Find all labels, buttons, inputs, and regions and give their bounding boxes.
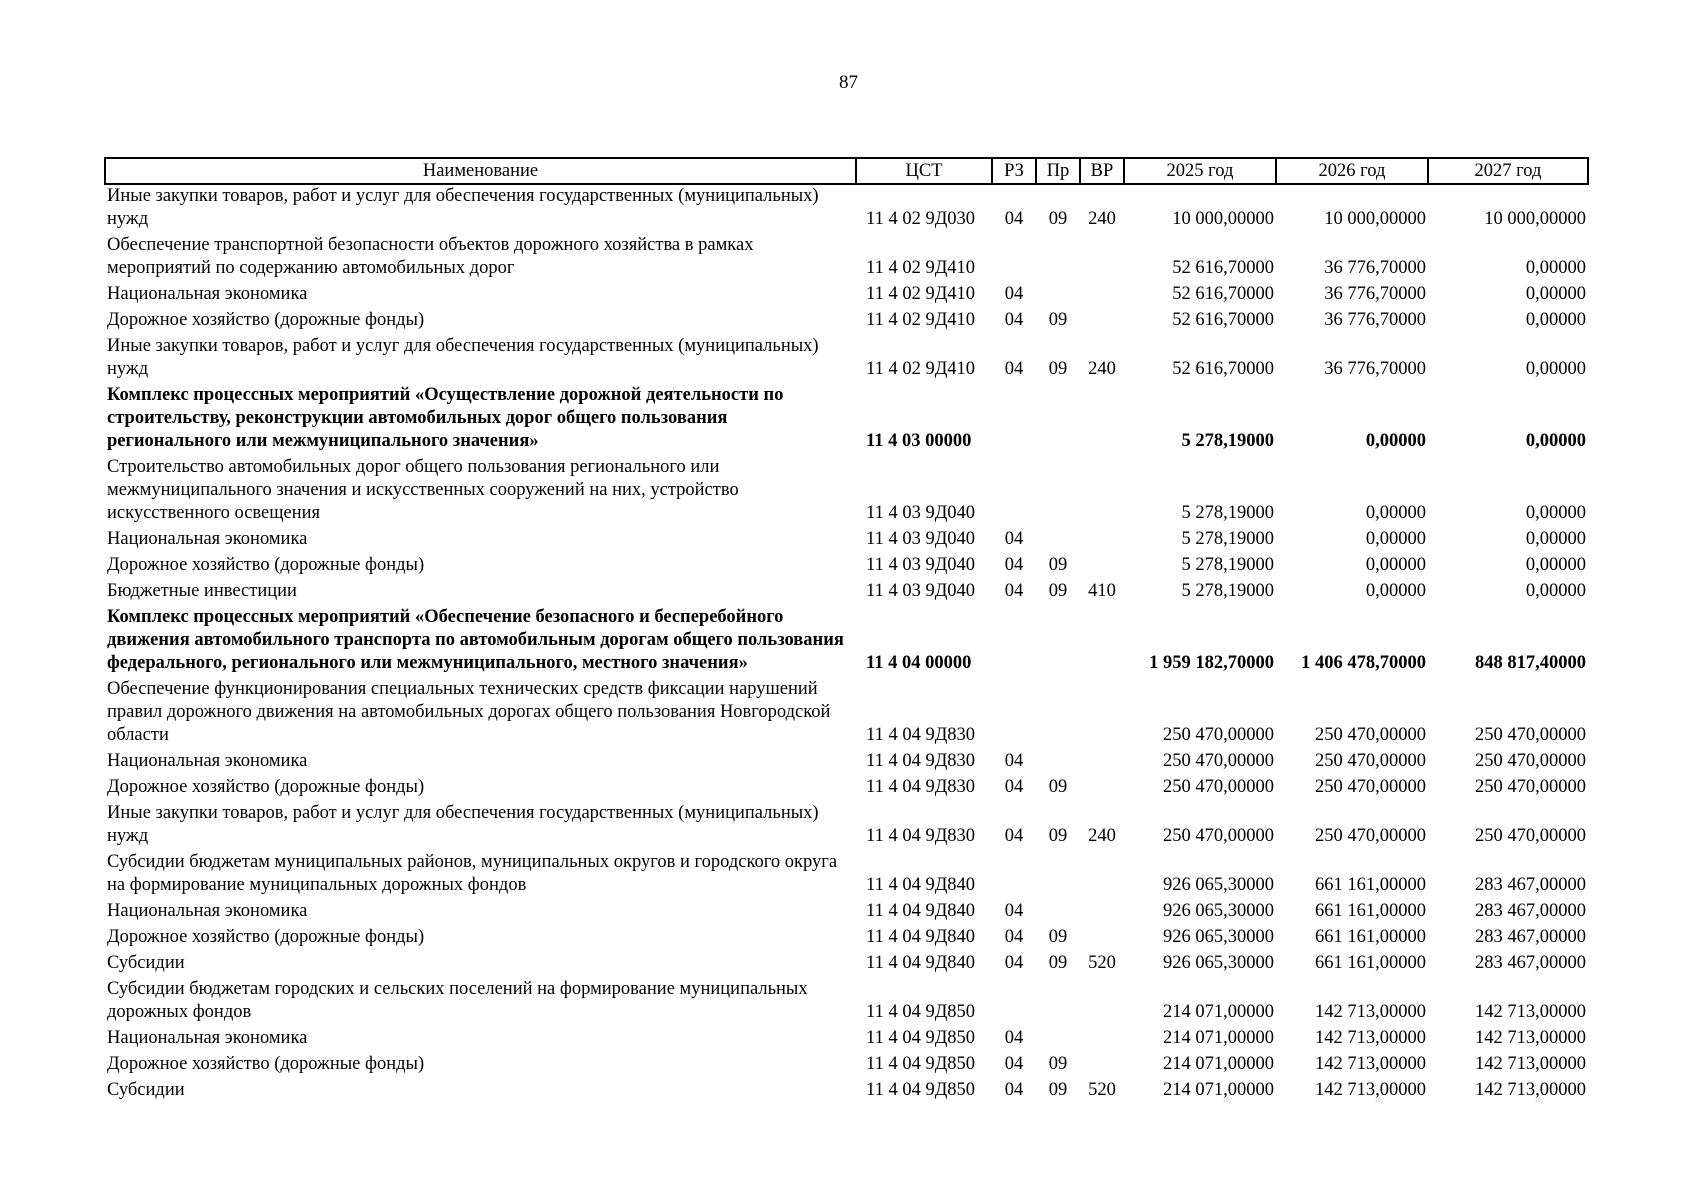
cell-rz (992, 678, 1036, 750)
cell-cst: 11 4 04 9Д840 (866, 901, 976, 921)
cell-2026: 250 470,00000 (1315, 751, 1426, 771)
cell-2026: 142 713,00000 (1315, 1028, 1426, 1048)
cell-pr: 09 (1048, 1054, 1068, 1074)
cell-cst: 11 4 04 9Д850 (866, 1080, 976, 1100)
cell-vr (1080, 978, 1124, 1027)
cell-name: Субсидии бюджетам городских и сельских поселений на формирование муниципальных дорожных фондов (107, 979, 808, 1022)
cell-vr (1080, 678, 1124, 750)
cell-2027: 142 713,00000 (1475, 1080, 1586, 1100)
cell-pr: 09 (1048, 310, 1068, 330)
cell-2027: 0,00000 (1525, 310, 1586, 330)
cell-2026: 36 776,70000 (1324, 359, 1426, 379)
cell-2027: 142 713,00000 (1475, 1028, 1586, 1048)
table-row (105, 309, 1588, 335)
cell-2026: 36 776,70000 (1324, 284, 1426, 304)
cell-rz: 04 (1004, 581, 1024, 601)
cell-2026: 661 161,00000 (1315, 901, 1426, 921)
cell-name: Строительство автомобильных дорог общего пользования регионального или межмуниципального значения и искусственных сооружений на них, устройство искусственного освещения (107, 457, 739, 523)
cell-2027: 283 467,00000 (1475, 875, 1586, 895)
cell-2027: 250 470,00000 (1475, 751, 1586, 771)
header-name: Наименование (105, 158, 856, 184)
table-row (105, 335, 1588, 384)
cell-name: Национальная экономика (107, 529, 308, 549)
cell-rz: 04 (1004, 777, 1024, 797)
cell-pr: 09 (1048, 777, 1068, 797)
cell-vr: 520 (1088, 1080, 1116, 1100)
cell-vr (1080, 384, 1124, 456)
cell-2027: 848 817,40000 (1475, 653, 1586, 673)
cell-name: Субсидии (107, 1080, 185, 1100)
cell-2027: 0,00000 (1525, 503, 1586, 523)
cell-pr (1036, 528, 1080, 554)
cell-rz: 04 (1004, 310, 1024, 330)
cell-rz: 04 (1004, 1054, 1024, 1074)
cell-2025: 10 000,00000 (1172, 209, 1274, 229)
cell-2027: 283 467,00000 (1475, 953, 1586, 973)
cell-2025: 52 616,70000 (1172, 258, 1274, 278)
cell-2025: 52 616,70000 (1172, 284, 1274, 304)
cell-pr (1036, 900, 1080, 926)
cell-2025: 214 071,00000 (1163, 1080, 1274, 1100)
cell-cst: 11 4 04 9Д850 (866, 1054, 976, 1074)
cell-2025: 250 470,00000 (1163, 751, 1274, 771)
header-cst: ЦСТ (856, 158, 992, 184)
cell-cst: 11 4 03 9Д040 (866, 503, 976, 523)
table-body (105, 184, 1588, 1105)
cell-2026: 661 161,00000 (1315, 875, 1426, 895)
cell-2025: 5 278,19000 (1181, 555, 1274, 575)
cell-2025: 250 470,00000 (1163, 725, 1274, 745)
cell-pr: 09 (1048, 209, 1068, 229)
cell-name: Дорожное хозяйство (дорожные фонды) (107, 310, 425, 330)
cell-2025: 1 959 182,70000 (1149, 653, 1274, 673)
cell-2026: 0,00000 (1365, 529, 1426, 549)
cell-vr (1080, 1053, 1124, 1079)
cell-2025: 52 616,70000 (1172, 359, 1274, 379)
cell-2027: 0,00000 (1525, 555, 1586, 575)
cell-2025: 926 065,30000 (1163, 927, 1274, 947)
cell-2027: 142 713,00000 (1475, 1054, 1586, 1074)
cell-pr (1036, 1027, 1080, 1053)
header-rz: РЗ (992, 158, 1036, 184)
cell-vr (1080, 926, 1124, 952)
cell-name: Национальная экономика (107, 901, 308, 921)
cell-2027: 0,00000 (1525, 284, 1586, 304)
cell-2027: 10 000,00000 (1484, 209, 1586, 229)
cell-2026: 0,00000 (1365, 555, 1426, 575)
cell-pr (1036, 851, 1080, 900)
cell-2025: 926 065,30000 (1163, 953, 1274, 973)
cell-vr (1080, 750, 1124, 776)
cell-rz: 04 (1004, 529, 1024, 549)
cell-rz (992, 851, 1036, 900)
cell-vr (1080, 456, 1124, 528)
cell-2027: 250 470,00000 (1475, 725, 1586, 745)
cell-2027: 283 467,00000 (1475, 901, 1586, 921)
cell-2026: 142 713,00000 (1315, 1002, 1426, 1022)
cell-2025: 250 470,00000 (1163, 777, 1274, 797)
cell-name: Субсидии бюджетам муниципальных районов, муниципальных округов и городского округа на формирование муниципальных дорожных фондов (107, 852, 838, 895)
cell-cst: 11 4 04 9Д830 (866, 751, 976, 771)
cell-cst: 11 4 04 9Д840 (866, 953, 976, 973)
cell-vr (1080, 776, 1124, 802)
cell-name: Иные закупки товаров, работ и услуг для обеспечения государственных (муниципальных) нужд (107, 803, 819, 846)
cell-cst: 11 4 03 9Д040 (866, 581, 976, 601)
cell-pr: 09 (1048, 1080, 1068, 1100)
table-row (105, 528, 1588, 554)
cell-cst: 11 4 04 9Д830 (866, 777, 976, 797)
cell-2026: 0,00000 (1365, 581, 1426, 601)
cell-rz: 04 (1004, 901, 1024, 921)
cell-2025: 5 278,19000 (1181, 503, 1274, 523)
cell-2025: 926 065,30000 (1163, 875, 1274, 895)
cell-name: Субсидии (107, 953, 185, 973)
cell-name: Дорожное хозяйство (дорожные фонды) (107, 927, 425, 947)
cell-cst: 11 4 04 9Д840 (866, 927, 976, 947)
cell-2025: 214 071,00000 (1163, 1028, 1274, 1048)
cell-name: Обеспечение транспортной безопасности объектов дорожного хозяйства в рамках мероприятий по содержанию автомобильных дорог (107, 235, 754, 278)
cell-rz: 04 (1004, 826, 1024, 846)
cell-2025: 5 278,19000 (1181, 529, 1274, 549)
table-row (105, 678, 1588, 750)
table-row (105, 1079, 1588, 1105)
page-number: 87 (839, 72, 858, 93)
table-row (105, 851, 1588, 900)
header-2026: 2026 год (1276, 158, 1428, 184)
table-row (105, 952, 1588, 978)
cell-2025: 926 065,30000 (1163, 901, 1274, 921)
cell-name: Дорожное хозяйство (дорожные фонды) (107, 555, 425, 575)
cell-cst: 11 4 03 00000 (866, 431, 972, 451)
table-row (105, 184, 1588, 234)
cell-pr: 09 (1048, 555, 1068, 575)
cell-2025: 5 278,19000 (1181, 431, 1274, 451)
table-row (105, 776, 1588, 802)
cell-name: Национальная экономика (107, 751, 308, 771)
table-row (105, 384, 1588, 456)
cell-cst: 11 4 02 9Д030 (866, 209, 976, 229)
cell-cst: 11 4 04 9Д830 (866, 826, 976, 846)
header-2027: 2027 год (1428, 158, 1588, 184)
header-vr: ВР (1080, 158, 1124, 184)
cell-pr (1036, 456, 1080, 528)
cell-rz (992, 456, 1036, 528)
cell-pr: 09 (1048, 359, 1068, 379)
cell-rz: 04 (1004, 555, 1024, 575)
table-row (105, 456, 1588, 528)
cell-name: Дорожное хозяйство (дорожные фонды) (107, 777, 425, 797)
cell-name: Иные закупки товаров, работ и услуг для обеспечения государственных (муниципальных) нужд (107, 186, 819, 229)
cell-pr (1036, 283, 1080, 309)
cell-2026: 0,00000 (1365, 431, 1426, 451)
cell-name: Обеспечение функционирования специальных технических средств фиксации нарушений правил дорожного движения на автомобильных дорогах общего пользования Новгородской области (107, 679, 831, 745)
table-row (105, 750, 1588, 776)
cell-rz: 04 (1004, 1080, 1024, 1100)
table-row (105, 234, 1588, 283)
cell-2025: 214 071,00000 (1163, 1002, 1274, 1022)
cell-cst: 11 4 04 9Д840 (866, 875, 976, 895)
cell-rz: 04 (1004, 927, 1024, 947)
cell-rz: 04 (1004, 1028, 1024, 1048)
cell-name: Комплекс процессных мероприятий «Обеспечение безопасного и бесперебойного движения автомобильного транспорта по автомобильным дорогам общего пользования федерального, регионального или межмуниципального, местного значения» (107, 607, 844, 673)
cell-2026: 661 161,00000 (1315, 953, 1426, 973)
cell-cst: 11 4 02 9Д410 (866, 258, 976, 278)
cell-2026: 142 713,00000 (1315, 1054, 1426, 1074)
cell-rz: 04 (1004, 953, 1024, 973)
cell-name: Национальная экономика (107, 1028, 308, 1048)
cell-cst: 11 4 02 9Д410 (866, 284, 976, 304)
cell-rz (992, 384, 1036, 456)
cell-name: Иные закупки товаров, работ и услуг для обеспечения государственных (муниципальных) нужд (107, 336, 819, 379)
cell-pr: 09 (1048, 927, 1068, 947)
header-row (105, 158, 1588, 184)
cell-vr (1080, 309, 1124, 335)
cell-rz: 04 (1004, 284, 1024, 304)
cell-2027: 283 467,00000 (1475, 927, 1586, 947)
budget-table (104, 157, 1589, 1105)
cell-vr (1080, 528, 1124, 554)
cell-vr (1080, 1027, 1124, 1053)
cell-rz (992, 606, 1036, 678)
cell-vr (1080, 283, 1124, 309)
table-row (105, 606, 1588, 678)
cell-2026: 250 470,00000 (1315, 777, 1426, 797)
cell-cst: 11 4 04 9Д850 (866, 1028, 976, 1048)
cell-pr (1036, 606, 1080, 678)
cell-pr (1036, 750, 1080, 776)
cell-name: Бюджетные инвестиции (107, 581, 297, 601)
cell-pr: 09 (1048, 953, 1068, 973)
cell-vr (1080, 851, 1124, 900)
cell-2025: 250 470,00000 (1163, 826, 1274, 846)
table-row (105, 978, 1588, 1027)
cell-rz: 04 (1004, 359, 1024, 379)
cell-pr (1036, 384, 1080, 456)
table-row (105, 554, 1588, 580)
cell-rz: 04 (1004, 209, 1024, 229)
cell-pr (1036, 678, 1080, 750)
cell-2025: 214 071,00000 (1163, 1054, 1274, 1074)
cell-vr: 410 (1088, 581, 1116, 601)
cell-vr: 240 (1088, 209, 1116, 229)
table-row (105, 283, 1588, 309)
cell-2027: 142 713,00000 (1475, 1002, 1586, 1022)
cell-vr: 240 (1088, 359, 1116, 379)
cell-2026: 250 470,00000 (1315, 725, 1426, 745)
cell-cst: 11 4 03 9Д040 (866, 529, 976, 549)
cell-name: Национальная экономика (107, 284, 308, 304)
header-pr: Пр (1036, 158, 1080, 184)
cell-2027: 250 470,00000 (1475, 826, 1586, 846)
table-row (105, 580, 1588, 606)
cell-2027: 0,00000 (1525, 431, 1586, 451)
cell-pr (1036, 234, 1080, 283)
cell-cst: 11 4 02 9Д410 (866, 359, 976, 379)
cell-2026: 142 713,00000 (1315, 1080, 1426, 1100)
header-2025: 2025 год (1124, 158, 1276, 184)
cell-2026: 36 776,70000 (1324, 258, 1426, 278)
cell-2026: 36 776,70000 (1324, 310, 1426, 330)
cell-pr: 09 (1048, 826, 1068, 846)
cell-name: Дорожное хозяйство (дорожные фонды) (107, 1054, 425, 1074)
cell-rz (992, 234, 1036, 283)
cell-cst: 11 4 02 9Д410 (866, 310, 976, 330)
table-row (105, 900, 1588, 926)
cell-vr (1080, 554, 1124, 580)
table-header (105, 158, 1588, 184)
cell-2026: 10 000,00000 (1324, 209, 1426, 229)
cell-2026: 0,00000 (1365, 503, 1426, 523)
cell-vr: 240 (1088, 826, 1116, 846)
cell-vr (1080, 606, 1124, 678)
cell-cst: 11 4 03 9Д040 (866, 555, 976, 575)
cell-2026: 661 161,00000 (1315, 927, 1426, 947)
table-row (105, 802, 1588, 851)
cell-pr (1036, 978, 1080, 1027)
cell-cst: 11 4 04 9Д850 (866, 1002, 976, 1022)
cell-vr: 520 (1088, 953, 1116, 973)
cell-2027: 0,00000 (1525, 258, 1586, 278)
cell-pr: 09 (1048, 581, 1068, 601)
cell-rz: 04 (1004, 751, 1024, 771)
cell-2027: 250 470,00000 (1475, 777, 1586, 797)
table-row (105, 1027, 1588, 1053)
cell-2027: 0,00000 (1525, 529, 1586, 549)
cell-name: Комплекс процессных мероприятий «Осуществление дорожной деятельности по строительству, реконструкции автомобильных дорог общего пользования регионального или межмуниципального значения» (107, 385, 784, 451)
cell-2027: 0,00000 (1525, 359, 1586, 379)
cell-vr (1080, 234, 1124, 283)
cell-rz (992, 978, 1036, 1027)
cell-cst: 11 4 04 9Д830 (866, 725, 976, 745)
cell-2026: 1 406 478,70000 (1301, 653, 1426, 673)
cell-2026: 250 470,00000 (1315, 826, 1426, 846)
cell-2027: 0,00000 (1525, 581, 1586, 601)
table-row (105, 926, 1588, 952)
cell-2025: 52 616,70000 (1172, 310, 1274, 330)
cell-cst: 11 4 04 00000 (866, 653, 972, 673)
cell-vr (1080, 900, 1124, 926)
table-row (105, 1053, 1588, 1079)
cell-2025: 5 278,19000 (1181, 581, 1274, 601)
